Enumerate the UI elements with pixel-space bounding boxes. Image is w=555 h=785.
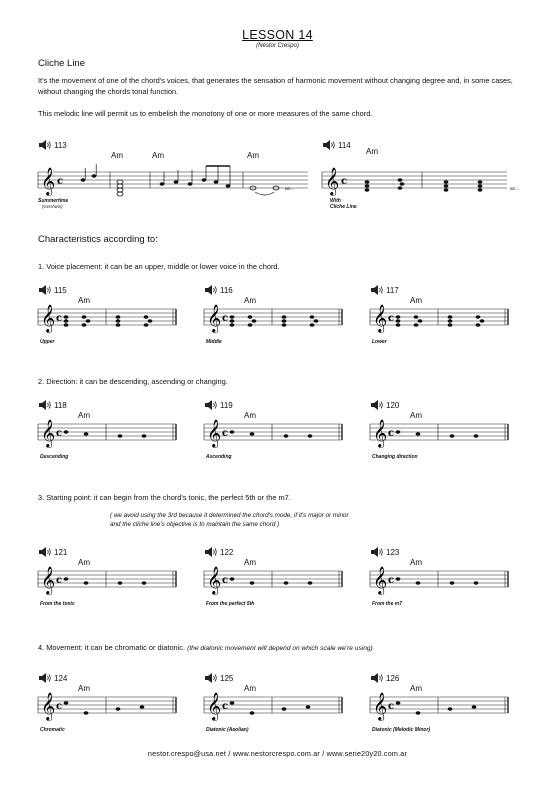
section-3-note-line-2: and the cliche line's objective is to maintain the same chord ) [110, 521, 280, 528]
example [370, 285, 515, 347]
example-caption: With [330, 198, 341, 204]
treble-clef-icon: 𝄞 [207, 304, 222, 332]
chord-symbol: Am [366, 147, 378, 156]
common-time-icon: c [388, 428, 395, 439]
chord-symbol: Am [247, 151, 259, 160]
section-1-label: 1. Voice placement: it can be an upper, middle or lower voice in the chord. [38, 262, 280, 271]
intro-paragraph-1: It's the movement of one of the chord's voices, that generates the sensation of harmonic movement without changing degree and, in some cases, without changing the chords tonal function. [38, 76, 513, 96]
example [38, 673, 183, 735]
speaker-icon[interactable] [204, 547, 218, 557]
example-caption: From the m7 [372, 601, 403, 607]
example-number: 114 [338, 141, 351, 150]
example [38, 285, 183, 347]
examples-row-1 [38, 285, 518, 350]
etc-label: etc... [285, 186, 295, 191]
example [370, 547, 515, 609]
treble-clef-icon: 𝄞 [373, 692, 388, 720]
svg-text:c: c [341, 176, 348, 187]
example-subcaption: (Gershwin) [42, 204, 63, 209]
example-number: 123 [386, 548, 400, 557]
example-caption: Upper [40, 339, 55, 345]
chord-symbol: Am [78, 296, 90, 305]
music-staff [204, 299, 344, 339]
example-caption: Diatonic (Aeolian) [206, 727, 249, 733]
example [204, 673, 349, 735]
examples-row-2 [38, 400, 518, 465]
treble-clef-icon: 𝄞 [207, 419, 222, 447]
example-number: 122 [220, 548, 234, 557]
example-number: 121 [54, 548, 68, 557]
music-staff [38, 162, 308, 202]
music-staff [38, 687, 178, 727]
example [370, 400, 515, 462]
example-caption: Descending [40, 454, 69, 460]
common-time-icon: c [57, 176, 64, 187]
example-subcaption: Cliche Line [330, 204, 357, 210]
music-staff [370, 299, 510, 339]
example-caption: Chromatic [40, 727, 65, 733]
author: (Néstor Crespo) [256, 43, 299, 49]
treble-clef-icon: 𝄞 [41, 566, 56, 594]
chord-symbol: Am [244, 684, 256, 693]
treble-clef-icon: 𝄞 [207, 566, 222, 594]
common-time-icon: c [56, 313, 63, 324]
example-number: 120 [386, 401, 400, 410]
common-time-icon: c [56, 428, 63, 439]
example-caption: Diatonic (Melodic Minor) [372, 727, 431, 733]
section-3-note-line-1: ( we avoid using the 3rd because it determined the chord's mode, if it's major or minor [110, 512, 349, 519]
section-3-label: 3. Starting point: it can begin from the chord's tonic, the perfect 5th or the m7. [38, 493, 291, 502]
treble-clef-icon: 𝄞 [207, 692, 222, 720]
example-number: 124 [54, 674, 68, 683]
speaker-icon[interactable] [38, 547, 52, 557]
example-caption: Ascending [206, 454, 232, 460]
example [204, 285, 349, 347]
examples-row-4 [38, 673, 518, 738]
chord-symbol: Am [78, 684, 90, 693]
example [38, 400, 183, 462]
common-time-icon: c [388, 701, 395, 712]
example-114 [322, 140, 522, 220]
section-2-label: 2. Direction: it can be descending, ascending or changing. [38, 377, 228, 386]
treble-clef-icon: 𝄞 [373, 419, 388, 447]
etc-label: etc... [510, 186, 520, 191]
example-number: 116 [220, 286, 233, 295]
example [204, 547, 349, 609]
chord-symbol: Am [152, 151, 164, 160]
speaker-icon[interactable] [370, 547, 384, 557]
example-caption: Middle [206, 339, 222, 345]
example-113 [38, 140, 308, 220]
music-staff [370, 561, 510, 601]
chord-symbol: Am [410, 411, 422, 420]
footer-contact: nestor.crespo@usa.net / www.nestorcrespo.com.ar / www.serie20y20.com.ar [147, 749, 408, 758]
music-staff [38, 414, 178, 454]
chord-symbol: Am [410, 558, 422, 567]
music-staff [204, 561, 344, 601]
speaker-icon[interactable] [38, 673, 52, 683]
example-number: 115 [54, 286, 67, 295]
chord-symbol: Am [244, 558, 256, 567]
example-number: 113 [54, 141, 67, 150]
chord-symbol: Am [244, 411, 256, 420]
treble-clef-icon: 𝄞 [373, 566, 388, 594]
example-caption: From the perfect 5th [206, 601, 255, 607]
common-time-icon: c [56, 701, 63, 712]
common-time-icon: c [388, 575, 395, 586]
treble-clef-icon: 𝄞 [41, 419, 56, 447]
example-caption: Summertime [38, 198, 69, 204]
speaker-icon[interactable] [38, 285, 52, 295]
chord-symbol: Am [78, 558, 90, 567]
music-staff [38, 299, 178, 339]
chord-symbol: Am [410, 684, 422, 693]
example-caption: Lower [372, 339, 387, 345]
speaker-icon[interactable] [322, 140, 336, 150]
speaker-icon[interactable] [370, 673, 384, 683]
example-number: 119 [220, 401, 233, 410]
chord-symbol: Am [410, 296, 422, 305]
treble-clef-icon: 𝄞 [373, 304, 388, 332]
chord-symbol: Am [111, 151, 123, 160]
common-time-icon: c [56, 575, 63, 586]
common-time-icon: c [222, 428, 229, 439]
section-4-label [38, 643, 373, 652]
examples-row-3 [38, 547, 518, 612]
speaker-icon[interactable] [370, 400, 384, 410]
example [38, 547, 183, 609]
treble-clef-icon: 𝄞 [41, 167, 56, 195]
music-staff [38, 561, 178, 601]
speaker-icon[interactable] [204, 400, 218, 410]
example-caption: From the tonic [40, 601, 75, 607]
section-4-text: 4. Movement: it can be chromatic or diatonic. [38, 643, 186, 652]
music-staff [204, 414, 344, 454]
common-time-icon: c [388, 313, 395, 324]
characteristics-heading: Characteristics according to: [38, 234, 158, 245]
music-staff [322, 162, 522, 202]
svg-text:𝄞: 𝄞 [325, 167, 340, 195]
music-staff [204, 687, 344, 727]
speaker-icon[interactable] [370, 285, 384, 295]
speaker-icon[interactable] [38, 400, 52, 410]
treble-clef-icon: 𝄞 [41, 304, 56, 332]
speaker-icon[interactable] [204, 673, 218, 683]
section-title: Cliche Line [38, 58, 85, 69]
example [370, 673, 515, 735]
example-number: 126 [386, 674, 400, 683]
speaker-icon[interactable] [204, 285, 218, 295]
common-time-icon: c [222, 701, 229, 712]
chord-symbol: Am [244, 296, 256, 305]
example-number: 117 [386, 286, 399, 295]
common-time-icon: c [222, 575, 229, 586]
speaker-icon[interactable] [38, 140, 52, 150]
example-number: 125 [220, 674, 234, 683]
music-staff [370, 687, 510, 727]
example-number: 118 [54, 401, 67, 410]
common-time-icon: c [222, 313, 229, 324]
music-staff [370, 414, 510, 454]
lesson-title: LESSON 14 [242, 28, 313, 42]
chord-symbol: Am [78, 411, 90, 420]
example [204, 400, 349, 462]
intro-paragraph-2: This melodic line will permit us to embelish the monotony of one or more measures of the same chord. [38, 109, 373, 118]
example-caption: Changing direction [372, 454, 418, 460]
treble-clef-icon: 𝄞 [41, 692, 56, 720]
section-4-note: (the diatonic movement will depend on which scale we're using) [187, 645, 373, 652]
